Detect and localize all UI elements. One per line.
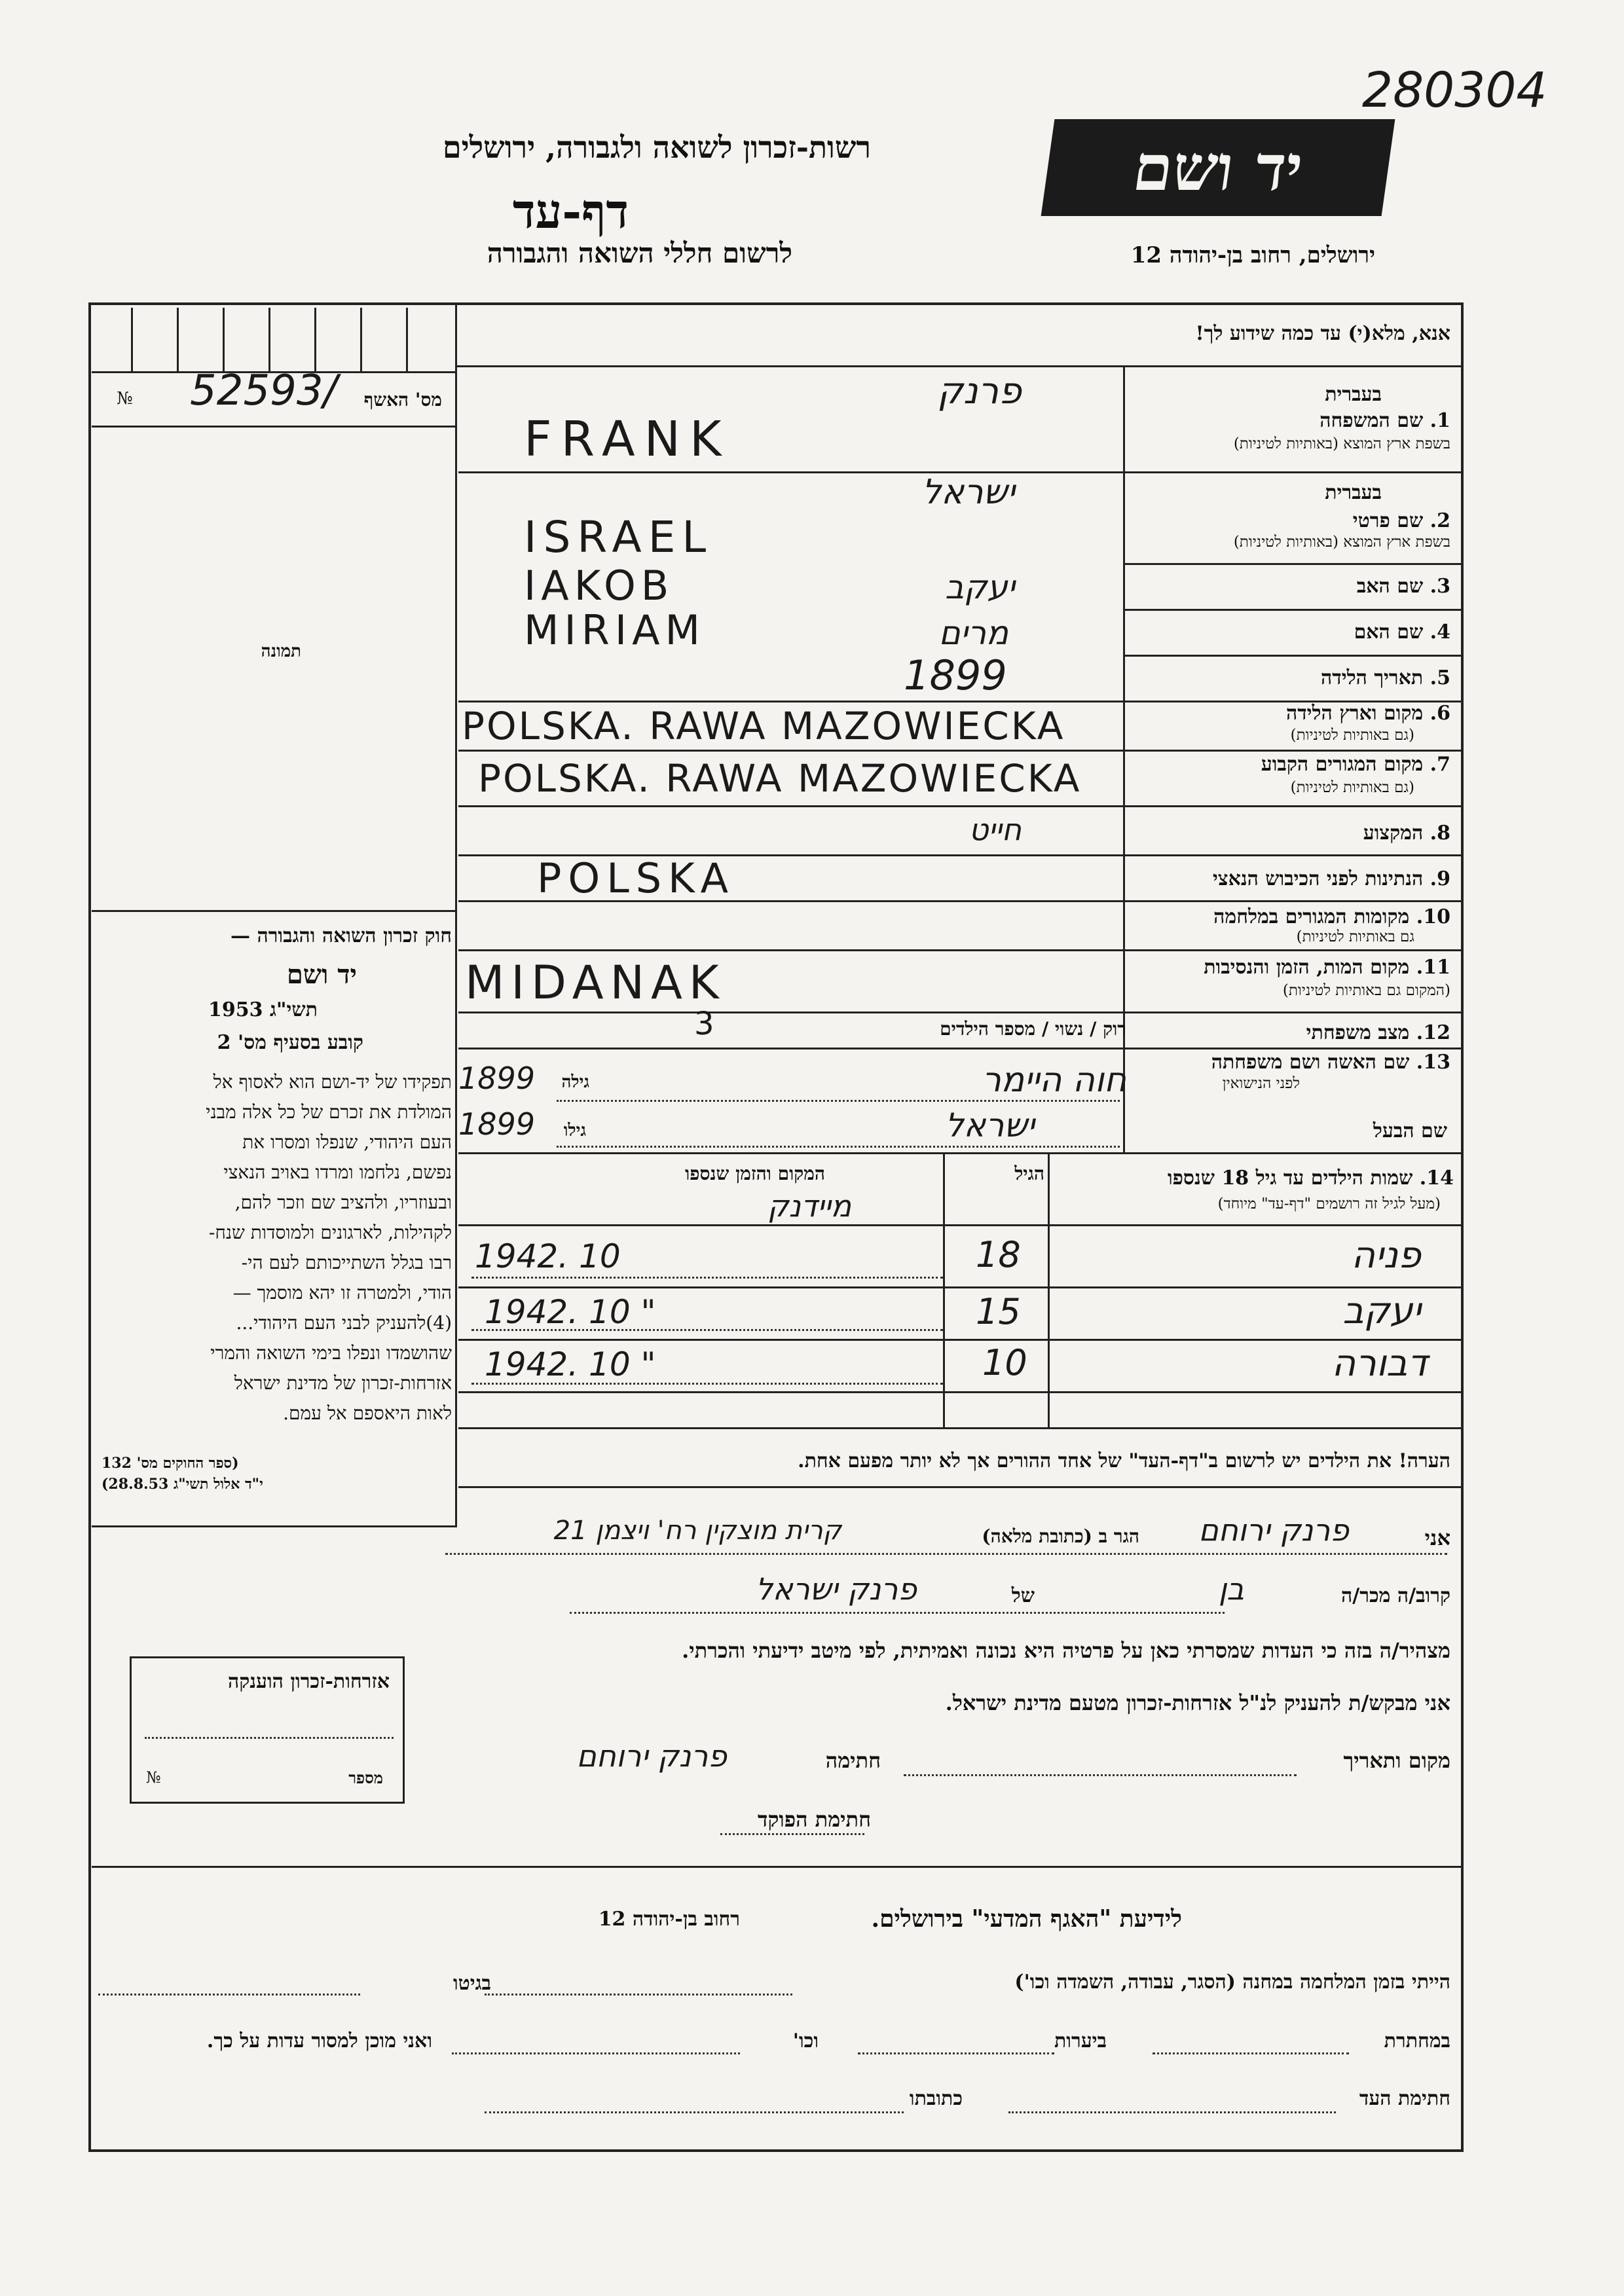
law-line1: חוק זכרון השואה והגבורה — [231, 924, 452, 947]
law-body-line: הודי, ולמטרה זו יהא מוסמך — [232, 1282, 452, 1303]
field-7-label: 7. מקום המגורים הקבוע [1261, 753, 1450, 776]
photo-label: תמונה [261, 642, 301, 661]
form-subtitle: לרשום חללי השואה והגבורה [487, 237, 792, 269]
law-body-line: תפקידו של יד-ושם הוא לאסוף אל [213, 1071, 452, 1093]
field-1-label: 1. שם המשפחה [1320, 409, 1450, 432]
marital-options: רוק / נשוי / מספר הילדים [940, 1018, 1126, 1040]
archive-number: 280304 [1362, 62, 1547, 118]
of-label: של [1011, 1584, 1035, 1607]
footer-ghetto: בגיטו [452, 1972, 491, 1995]
signature-label: חתימה [825, 1748, 881, 1773]
law-body-line: ובעוזריו, ולהציב שם וזכר להם, [234, 1192, 452, 1213]
footer-etc: וכו' [792, 2030, 819, 2052]
relation-label: קרוב/ה מכר/ה [1341, 1584, 1450, 1607]
field-11-note: (המקום גם באותיות לטיניות) [1282, 982, 1450, 999]
file-number-label: מס' האשף [363, 389, 442, 410]
field-13-note: לפני הנישואין [1222, 1075, 1300, 1092]
declarant-name[interactable]: פרנק ירוחם [1198, 1512, 1349, 1548]
file-number-no: № [117, 389, 133, 409]
birth-place-value[interactable]: POLSKA. RAWA MAZOWIECKA [462, 704, 1065, 748]
children-note: (מעל לגיל זה רושמים "דף-עד" מיוחד) [1217, 1195, 1441, 1212]
child-name[interactable]: פניה [1351, 1234, 1421, 1277]
witness-address-label: כתובתו [909, 2087, 963, 2110]
footer-camp-line: הייתי בזמן המלחמה במחנה (הסגר, עבודה, השמדה וכו') [1014, 1971, 1450, 1994]
witness-signature-label: חתימת העד [1359, 2087, 1450, 2110]
law-body-line: לקהילות, לארגונים ולמוסדות שנח- [208, 1222, 452, 1243]
field-12-label: 12. מצב משפחתי [1306, 1021, 1450, 1044]
field-10-label: 10. מקומות המגורים במלחמה [1213, 905, 1450, 928]
field-4-label: 4. שם האם [1354, 621, 1450, 644]
citizenship-number-label: מספר [348, 1768, 383, 1787]
law-line4: קובע בסעיף מס' 2 [217, 1031, 363, 1054]
mother-name-latin[interactable]: MIRIAM [524, 606, 706, 654]
field-6-note: (גם באותיות לטיניות) [1290, 727, 1414, 744]
field-6-label: 6. מקום וארץ הלידה [1285, 702, 1450, 725]
field-11-label: 11. מקום המות, הזמן והנסיבות [1204, 956, 1450, 979]
field-13-label: 13. שם האשה ושם משפחתה [1211, 1051, 1450, 1074]
statement-1: מצהיר/ה בזה כי העדות שמסרתי כאן על פרטיה היא נכונה ואמיתית, לפי מיטב ידיעתי והכרתי. [682, 1638, 1450, 1663]
yad-vashem-logo: יד ושם [1041, 119, 1395, 216]
field-3-label: 3. שם האב [1356, 575, 1450, 598]
family-name-hebrew[interactable]: פרנק [937, 370, 1022, 412]
form-title: דף-עד [512, 183, 629, 239]
intro-text: אנא, מלא(י) עד כמה שידוע לך! [1195, 322, 1450, 345]
child-age[interactable]: 15 [976, 1291, 1021, 1332]
child-when[interactable]: 1942. 10 [475, 1237, 621, 1275]
resides-label: הגר ב (כתובת מלאה) [982, 1525, 1139, 1547]
declarant-label: אני [1424, 1525, 1450, 1550]
death-place-value[interactable]: MIDANAK [465, 956, 726, 1010]
husband-age-value[interactable]: 1899 [458, 1106, 536, 1142]
law-line2: יד ושם [286, 959, 357, 990]
law-body-line: רבו בגלל השתייכותם לעם הי- [241, 1252, 452, 1273]
place-date-label: מקום ותאריך [1343, 1748, 1450, 1773]
footer-title: לידיעת "האגף המדעי" בירושלים. [871, 1905, 1182, 1933]
footer-underground: במחתרת [1384, 2030, 1450, 2052]
profession-value[interactable]: חייט [969, 812, 1022, 847]
child-name[interactable]: יעקב [1342, 1290, 1421, 1332]
children-place-value[interactable]: מיידנק [767, 1188, 851, 1224]
authority-title: רשות-זכרון לשואה ולגבורה, ירושלים [442, 130, 871, 165]
field-5-label: 5. תאריך הלידה [1321, 666, 1450, 689]
wife-age-label: גילה [561, 1072, 589, 1092]
field-10-note: גם באותיות לטיניות) [1296, 928, 1414, 945]
wife-age-value[interactable]: 1899 [458, 1061, 536, 1096]
child-name[interactable]: דבורה [1331, 1342, 1428, 1385]
children-count-value[interactable]: 3 [694, 1006, 714, 1042]
file-number-value: 52593/ [190, 367, 338, 415]
of-value[interactable]: פרנק ישראל [755, 1571, 917, 1607]
husband-name-value[interactable]: ישראל [945, 1106, 1035, 1144]
law-body-line: נפשם, נלחמו ומרדו באויב הנאצי [223, 1161, 452, 1183]
birth-date-value[interactable]: 1899 [904, 651, 1007, 699]
footer-forests: ביערות [1054, 2030, 1107, 2052]
declarant-address[interactable]: קרית מוצקין רח' ויצמן 21 [553, 1516, 841, 1546]
remark-text: הערה! את הילדים יש לרשום ב"דף-העד" של אחד ההורים אך לא יותר מפעם אחת. [798, 1449, 1450, 1472]
relation-value[interactable]: בן [1218, 1571, 1244, 1607]
citizenship-no: № [146, 1768, 161, 1787]
field-2-note: בשפת ארץ המוצא (באותיות לטיניות) [1233, 534, 1450, 551]
law-body-line: אזרחות-זכרון של מדינת ישראל [234, 1372, 452, 1394]
husband-label: שם הבעל [1373, 1120, 1447, 1142]
declarant-signature[interactable]: פרנק ירוחם [576, 1738, 727, 1774]
child-age[interactable]: 10 [982, 1342, 1027, 1383]
child-when[interactable]: 1942. 10 " [485, 1345, 656, 1383]
statement-2: אני מבקש/ת להעניק לנ"ל אזרחות-זכרון מטעם מדינת ישראל. [945, 1690, 1450, 1715]
field-8-label: 8. המקצוע [1363, 822, 1450, 845]
child-when[interactable]: 1942. 10 " [485, 1293, 656, 1331]
field-2-label: 2. שם פרטי [1352, 509, 1450, 532]
residence-value[interactable]: POLSKA. RAWA MAZOWIECKA [478, 756, 1082, 801]
first-name-hebrew[interactable]: ישראל [921, 473, 1015, 512]
citizenship-title: אזרחות-זכרון הוענקה [227, 1670, 390, 1693]
father-name-hebrew[interactable]: יעקב [945, 568, 1015, 606]
father-name-latin[interactable]: IAKOB [524, 562, 674, 610]
law-body-line: העם היהודי, שנפלו ומסרו את [242, 1131, 452, 1153]
footer-ready: ואני מוכן למסור עדות על כך. [206, 2030, 432, 2052]
citizenship-box [130, 1656, 405, 1804]
children-title: 14. שמות הילדים עד גיל 18 שנספו [1167, 1167, 1454, 1190]
first-name-latin[interactable]: ISRAEL [524, 512, 713, 562]
hebrew-tag-2: בעברית [1325, 481, 1382, 504]
child-age[interactable]: 18 [976, 1234, 1021, 1275]
hebrew-tag-1: בעברית [1325, 383, 1382, 406]
file-number-box [92, 308, 455, 373]
footer-address: רחוב בן-יהודה 12 [598, 1908, 740, 1931]
field-1-note: בשפת ארץ המוצא (באותיות לטיניות) [1233, 435, 1450, 452]
field-7-note: (גם באותיות לטיניות) [1290, 779, 1414, 796]
law-source2: י"ד אלול תשי"ג 28.8.53) [101, 1476, 263, 1493]
law-body [98, 1067, 452, 1429]
place-time-header: המקום והזמן שנספו [685, 1163, 825, 1184]
husband-age-label: גילו [563, 1121, 586, 1140]
law-body-line: המולדת את זכרם של כל אלה מבני [206, 1101, 452, 1123]
nationality-value[interactable]: POLSKA [537, 854, 735, 902]
wife-name-value[interactable]: חוה היימר [982, 1061, 1126, 1100]
family-name-latin[interactable]: FRANK [524, 411, 731, 467]
law-body-line: לאות היאספם אל עמם. [283, 1402, 452, 1424]
law-body-line: שהושמדו ונפלו בימי השואה והמרי [210, 1342, 452, 1364]
age-header: הגיל [1014, 1163, 1044, 1184]
mother-name-hebrew[interactable]: מרים [938, 614, 1008, 652]
law-line3: תשי"ג 1953 [208, 998, 318, 1021]
header-address: ירושלים, רחוב בן-יהודה 12 [1130, 242, 1375, 268]
law-body-line: (4)להעניק לבני העם היהודי... [236, 1312, 452, 1334]
official-signature-label: חתימת הפוקד [758, 1807, 871, 1832]
field-9-label: 9. הנתינות לפני הכיבוש הנאצי [1212, 867, 1450, 890]
law-source1: (ספר החוקים מס' 132 [101, 1455, 239, 1472]
